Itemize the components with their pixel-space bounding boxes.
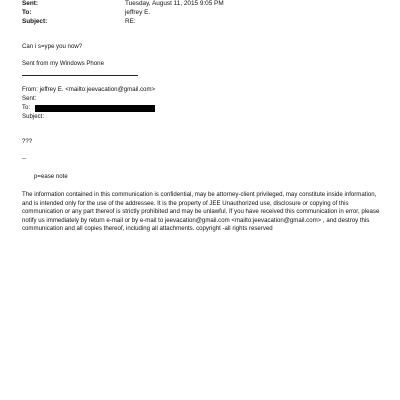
please-note-line: p=ease note (34, 173, 68, 180)
subject-row (22, 17, 382, 26)
dash-line: -- (22, 155, 27, 162)
separator-rule (22, 75, 138, 76)
message-line: Can i s=ype you now? (22, 43, 83, 50)
to-value: jeffrey E. (125, 9, 151, 16)
sent-line: Sent: (22, 95, 37, 102)
sent-row (22, 0, 382, 8)
subject-line: Subject: (22, 113, 45, 120)
to-line: To: (22, 104, 31, 111)
to-label: To: (22, 9, 32, 16)
sent-label: Sent: (22, 0, 38, 7)
subject-value: RE: (125, 18, 136, 25)
signature-line: Sent from my Windows Phone (22, 60, 104, 67)
subject-label: Subject: (22, 18, 48, 25)
disclaimer-paragraph: The information contained in this communication is confidential, may be attorney-client privileged, may constitute inside information, and is intended only for the use of the addressee. It is the property of JEE Unauthorized use, disclosure or copying of this communication or any part thereof is strictly prohibited and may be unlawful. If you have received this communication in error, please notify us immediately by return e-mail or by e-mail to jeevacation@gmail.com <mailto:jeevacation@gmail.com> , and destroy this communication and all copies thereof, including all attachments. copyright -all rights reserved (22, 191, 380, 233)
sent-value: Tuesday, August 11, 2015 9:05 PM (125, 0, 224, 7)
to-row (22, 8, 382, 17)
question-line: ??? (22, 138, 33, 145)
redaction-bar (35, 105, 155, 112)
from-line: From: jeffrey E. <mailto:jeevacation@gmail.com> (22, 86, 156, 93)
